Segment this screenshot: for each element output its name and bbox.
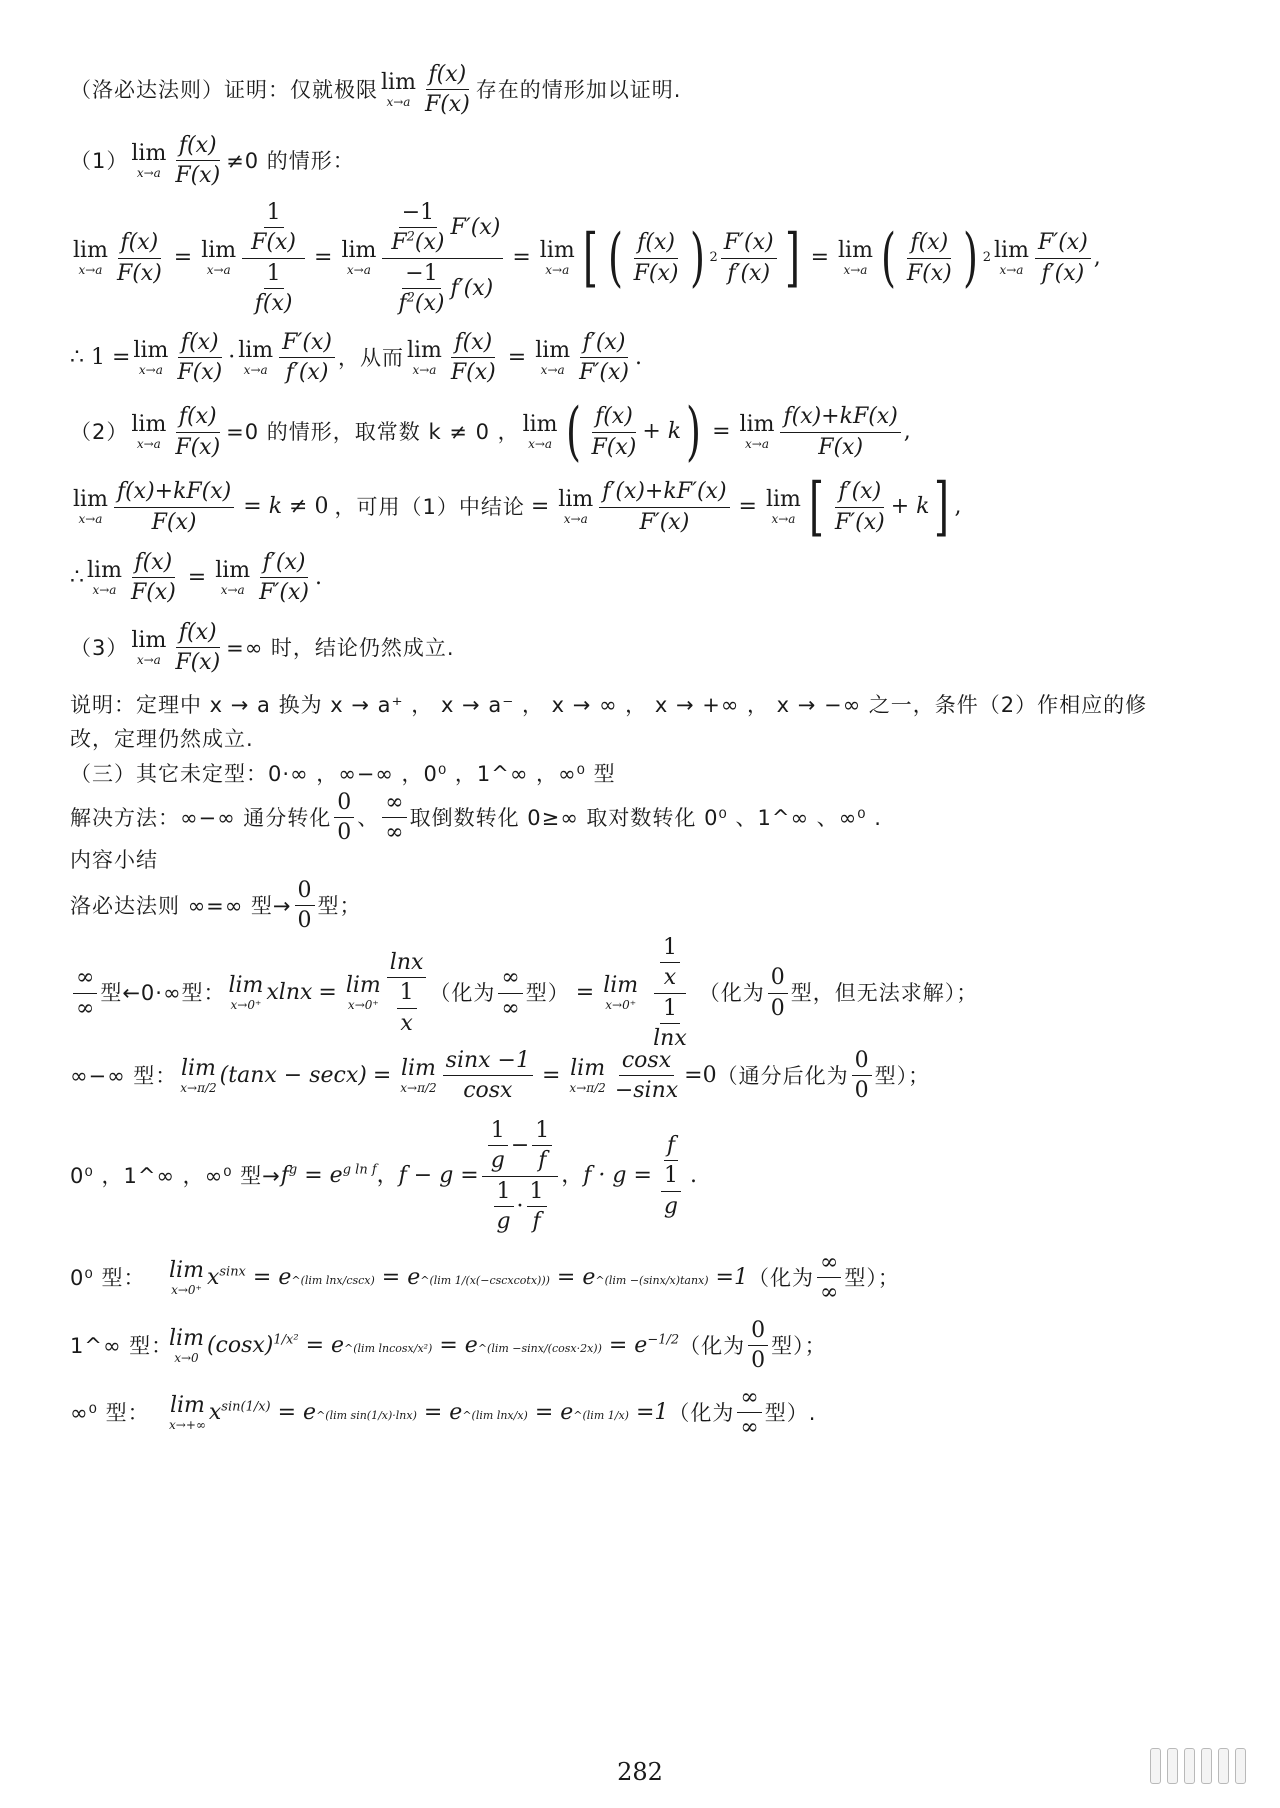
inf-minus-note: （通分后化为 bbox=[716, 1063, 849, 1088]
method-separator: 、 bbox=[357, 805, 380, 830]
section3-method: 解决方法：∞−∞ 通分转化 $\frac{0}{0}$ 、 $\frac{\infty}{\infty}$ 取倒数转化 0≥∞ 取对数转化 0⁰ 、1^∞ 、∞⁰ . bbox=[70, 790, 882, 846]
method-part1: 解决方法：∞−∞ 通分转化 bbox=[70, 805, 332, 830]
limit-operator: lim x→a bbox=[73, 487, 108, 526]
inf-power-zero-line: ∞⁰ 型： lim x→+∞ $x^{sin(1/x)}$ = e^(lim sin(1/x)·lnx) = e^(lim lnx/x) = e^(lim 1/x) =1 （化为 $\frac{\infty}{\infty}$ 型）. bbox=[70, 1385, 817, 1441]
limit-operator: lim x→a bbox=[131, 140, 167, 180]
case2-label: （2） bbox=[70, 419, 129, 444]
zero-power-zero-line: 0⁰ 型： lim x→0⁺ $x^{sinx}$ = e^(lim lnx/cscx) = e^(lim 1/(x(−cscxcotx))) = e^(lim −(sinx/x)tanx) =1 （化为 $\frac{\infty}{\infty}$ 型）； bbox=[70, 1250, 900, 1306]
section3-title: （三）其它未定型：0·∞ ，∞−∞ ，0⁰ ，1^∞ ，∞⁰ 型 bbox=[70, 762, 616, 786]
intro-title: （洛必达法则）证明：仅就极限 bbox=[70, 77, 378, 102]
limit-operator: lim x→π/2 bbox=[400, 1055, 437, 1095]
case1-derivation: lim x→a $\frac{f(x)}{F(x)}$ = lim x→a $\frac{\frac{1}{F(x)}}{\frac{1}{f(x)}}$ = lim x→a $\frac{-1}{F^2(x)}$ F′(x) $\frac{-1}{f^2(x)}$ f′(x) = lim x→a ( [ $\frac{f(x)}{F(x)}$ ) 2 $\frac{F'(x)}{f'(x)}$ ] = lim x→a ( $\frac{f(x)}{F(x)}$ ) 2 lim x→a $\frac{F'(x)}{f'(x)}$ , bbox=[70, 200, 1101, 316]
fraction: $\frac{\frac{1}{F(x)}}{\frac{1}{f(x)}}$ bbox=[242, 200, 305, 316]
limit-operator: lim x→a bbox=[131, 412, 167, 451]
zero-zero-label: 0⁰ 型： bbox=[70, 1265, 146, 1290]
intro-line bbox=[70, 62, 681, 118]
limit-operator: lim x→a bbox=[838, 238, 873, 278]
zero-zero-note-b: 型）； bbox=[844, 1265, 900, 1290]
limit-operator: lim x→a bbox=[73, 238, 108, 278]
case2-condition: =0 的情形，取常数 k ≠ 0 ， bbox=[226, 419, 520, 444]
inf-zero-label: ∞⁰ 型： bbox=[70, 1400, 150, 1425]
zero-zero-note: （化为 bbox=[748, 1265, 814, 1290]
watermark-icon bbox=[1150, 1748, 1246, 1784]
inf-zero-note-b: 型）. bbox=[764, 1400, 817, 1425]
limit-operator: lim x→a bbox=[341, 238, 377, 278]
limit-operator: lim x→a bbox=[739, 412, 775, 451]
fraction-f-over-F: $\frac{f(x)}{F(x)}$ bbox=[175, 133, 221, 189]
intro-suffix: 存在的情形加以证明. bbox=[475, 77, 682, 102]
zero-times-inf-line: $\frac{\infty}{\infty}$ 型←0·∞型： lim x→0⁺ xlnx = lim x→0⁺ $\frac{\ln x}{\frac{1}{x}}$ （化为 $\frac{\infty}{\infty}$ 型） = lim x→0⁺ $\frac{\frac{1}{x}}{\frac{1}{\ln x}}$ （化为 $\frac{0}{0}$ 型，但无法求解）； bbox=[70, 935, 978, 1051]
limit-operator: lim x→a bbox=[131, 627, 167, 667]
one-power-inf-line: 1^∞ 型： lim x→0 $(\cos x)^{1/x^2}$ = e^(lim lncosx/x²) = e^(lim $-\sin x/(\cos x\cdot 2x)) = e^{-1/2}$ （化为 $\frac{0}{0}$ 型）； bbox=[70, 1318, 827, 1374]
case2-use-result: ，可用（1）中结论 bbox=[334, 494, 525, 519]
zero-inf-note2b: 型，但无法求解）； bbox=[790, 981, 979, 1006]
limit-operator: lim x→a bbox=[201, 238, 237, 278]
case2-conclusion: ∴ lim x→a $\frac{f(x)}{F(x)}$ = lim x→a $\frac{f'(x)}{F'(x)}$ . bbox=[70, 550, 322, 606]
case1-condition: ≠0 的情形： bbox=[226, 148, 355, 173]
limit-operator: lim x→a bbox=[238, 337, 274, 377]
case1-label: （1） bbox=[70, 148, 129, 173]
rule-tail: 型； bbox=[317, 893, 362, 918]
method-part2: 取倒数转化 0≥∞ 取对数转化 0⁰ 、1^∞ 、∞⁰ . bbox=[409, 805, 882, 830]
fraction: $\frac{f(x)}{F(x)}$ bbox=[116, 230, 162, 286]
page-number: 282 bbox=[617, 1758, 663, 1786]
limit-operator: lim x→+∞ bbox=[169, 1392, 206, 1432]
limit-operator: lim x→a bbox=[87, 557, 122, 597]
limit-operator: lim x→0⁺ bbox=[169, 1257, 204, 1297]
summary-heading: 内容小结 bbox=[70, 848, 158, 872]
one-inf-note-b: 型）； bbox=[771, 1333, 827, 1358]
case2-header: （2） lim x→a $\frac{f(x)}{F(x)}$ =0 的情形，取常数 k ≠ 0 ， lim x→a ( $\frac{f(x)}{F(x)}$ + k ) = lim x→a $\frac{f(x)+kF(x)}{F(x)}$ , bbox=[70, 400, 911, 464]
inf-zero-note: （化为 bbox=[668, 1400, 735, 1425]
inf-minus-inf-line: ∞−∞ 型： lim x→π/2 (tanx − secx) = lim x→π/2 $\frac{\sin x -1}{\cos x}$ = lim x→π/2 $\frac{\cos x}{-\sin x}$ =0 （通分后化为 $\frac{0}{0}$ 型）； bbox=[70, 1048, 931, 1104]
rule-text: 洛必达法则 ∞=∞ 型→ bbox=[70, 893, 292, 918]
zero-inf-note1b: 型） bbox=[525, 981, 570, 1006]
limit-operator: lim x→a bbox=[406, 337, 442, 377]
case3-line: （3） lim x→a $\frac{f(x)}{F(x)}$ =∞ 时，结论仍然成立. bbox=[70, 620, 455, 676]
remark-line2: 改，定理仍然成立. bbox=[70, 727, 254, 751]
exponent-types-line: 0⁰ ，1^∞ ，∞⁰ 型→ $f^g = e^{g ln f}$ ， f − g = $\frac{1}{g}$ − $\frac{1}{f}$ $\frac{1}{g}$ · $\frac{1}{f}$ ， f · g = $\frac{f}{\frac{1}{g}}$ . bbox=[70, 1118, 698, 1234]
case3-condition: =∞ 时，结论仍然成立. bbox=[226, 635, 455, 660]
limit-operator: lim x→0⁺ bbox=[603, 973, 639, 1013]
one-inf-label: 1^∞ 型： bbox=[70, 1333, 174, 1358]
limit-operator: lim x→a bbox=[133, 337, 169, 377]
limit-operator: lim x→a bbox=[558, 487, 594, 526]
zero-inf-note1: （化为 bbox=[429, 981, 496, 1006]
limit-operator: lim x→0⁺ bbox=[345, 973, 381, 1013]
zero-inf-note2: （化为 bbox=[698, 981, 765, 1006]
limit-operator: lim x→a bbox=[215, 557, 251, 597]
limit-operator: lim x→π/2 bbox=[569, 1055, 606, 1095]
case1-conclusion: ∴ 1 = lim x→a $\frac{f(x)}{F(x)}$ · lim x→a $\frac{F'(x)}{f'(x)}$ ，从而 lim x→a $\frac{f(x)}{F(x)}$ = lim x→a $\frac{f'(x)}{F'(x)}$ . bbox=[70, 330, 642, 386]
case2-line2: lim x→a $\frac{f(x)+kF(x)}{F(x)}$ = k ≠ 0 ，可用（1）中结论 = lim x→a $\frac{f'(x)+kF'(x)}{F'(x)}$ = lim x→a [ $\frac{f'(x)}{F'(x)}$ + k ] , bbox=[70, 475, 961, 539]
case1-therefore: ，从而 bbox=[337, 345, 404, 370]
limit-operator: lim x→a bbox=[381, 69, 416, 109]
limit-operator: lim x→π/2 bbox=[180, 1055, 217, 1095]
one-inf-note: （化为 bbox=[679, 1333, 746, 1358]
exp-label: 0⁰ ，1^∞ ，∞⁰ 型→ bbox=[70, 1164, 281, 1189]
inf-minus-label: ∞−∞ 型： bbox=[70, 1063, 178, 1088]
limit-operator: lim x→a bbox=[522, 412, 558, 451]
fraction-f-over-F: $\frac{f(x)}{F(x)}$ bbox=[424, 62, 470, 118]
case1-header bbox=[70, 133, 355, 189]
limit-operator: lim x→a bbox=[535, 337, 571, 377]
zero-inf-label: 型←0·∞型： bbox=[100, 981, 226, 1006]
limit-operator: lim x→0⁺ bbox=[228, 973, 264, 1013]
summary-rule: 洛必达法则 ∞=∞ 型→ $\frac{0}{0}$ 型； bbox=[70, 878, 362, 934]
remark-line1: 说明：定理中 x → a 换为 x → a⁺ ， x → a⁻ ， x → ∞ ， x → +∞ ， x → −∞ 之一，条件（2）作相应的修 bbox=[70, 693, 1148, 717]
limit-operator: lim x→0 bbox=[169, 1325, 204, 1365]
inf-minus-note-b: 型）； bbox=[874, 1063, 931, 1088]
case3-label: （3） bbox=[70, 635, 129, 660]
fraction: $\frac{-1}{F^2(x)}$ F′(x) $\frac{-1}{f^2(x)}$ f′(x) bbox=[382, 200, 503, 316]
limit-operator: lim x→a bbox=[765, 487, 801, 526]
bracket-group: ( [ $\frac{f(x)}{F(x)}$ ) 2 $\frac{F'(x)}{f'(x)}$ ] bbox=[578, 226, 805, 290]
limit-operator: lim x→a bbox=[994, 238, 1029, 278]
limit-operator: lim x→a bbox=[539, 238, 575, 278]
